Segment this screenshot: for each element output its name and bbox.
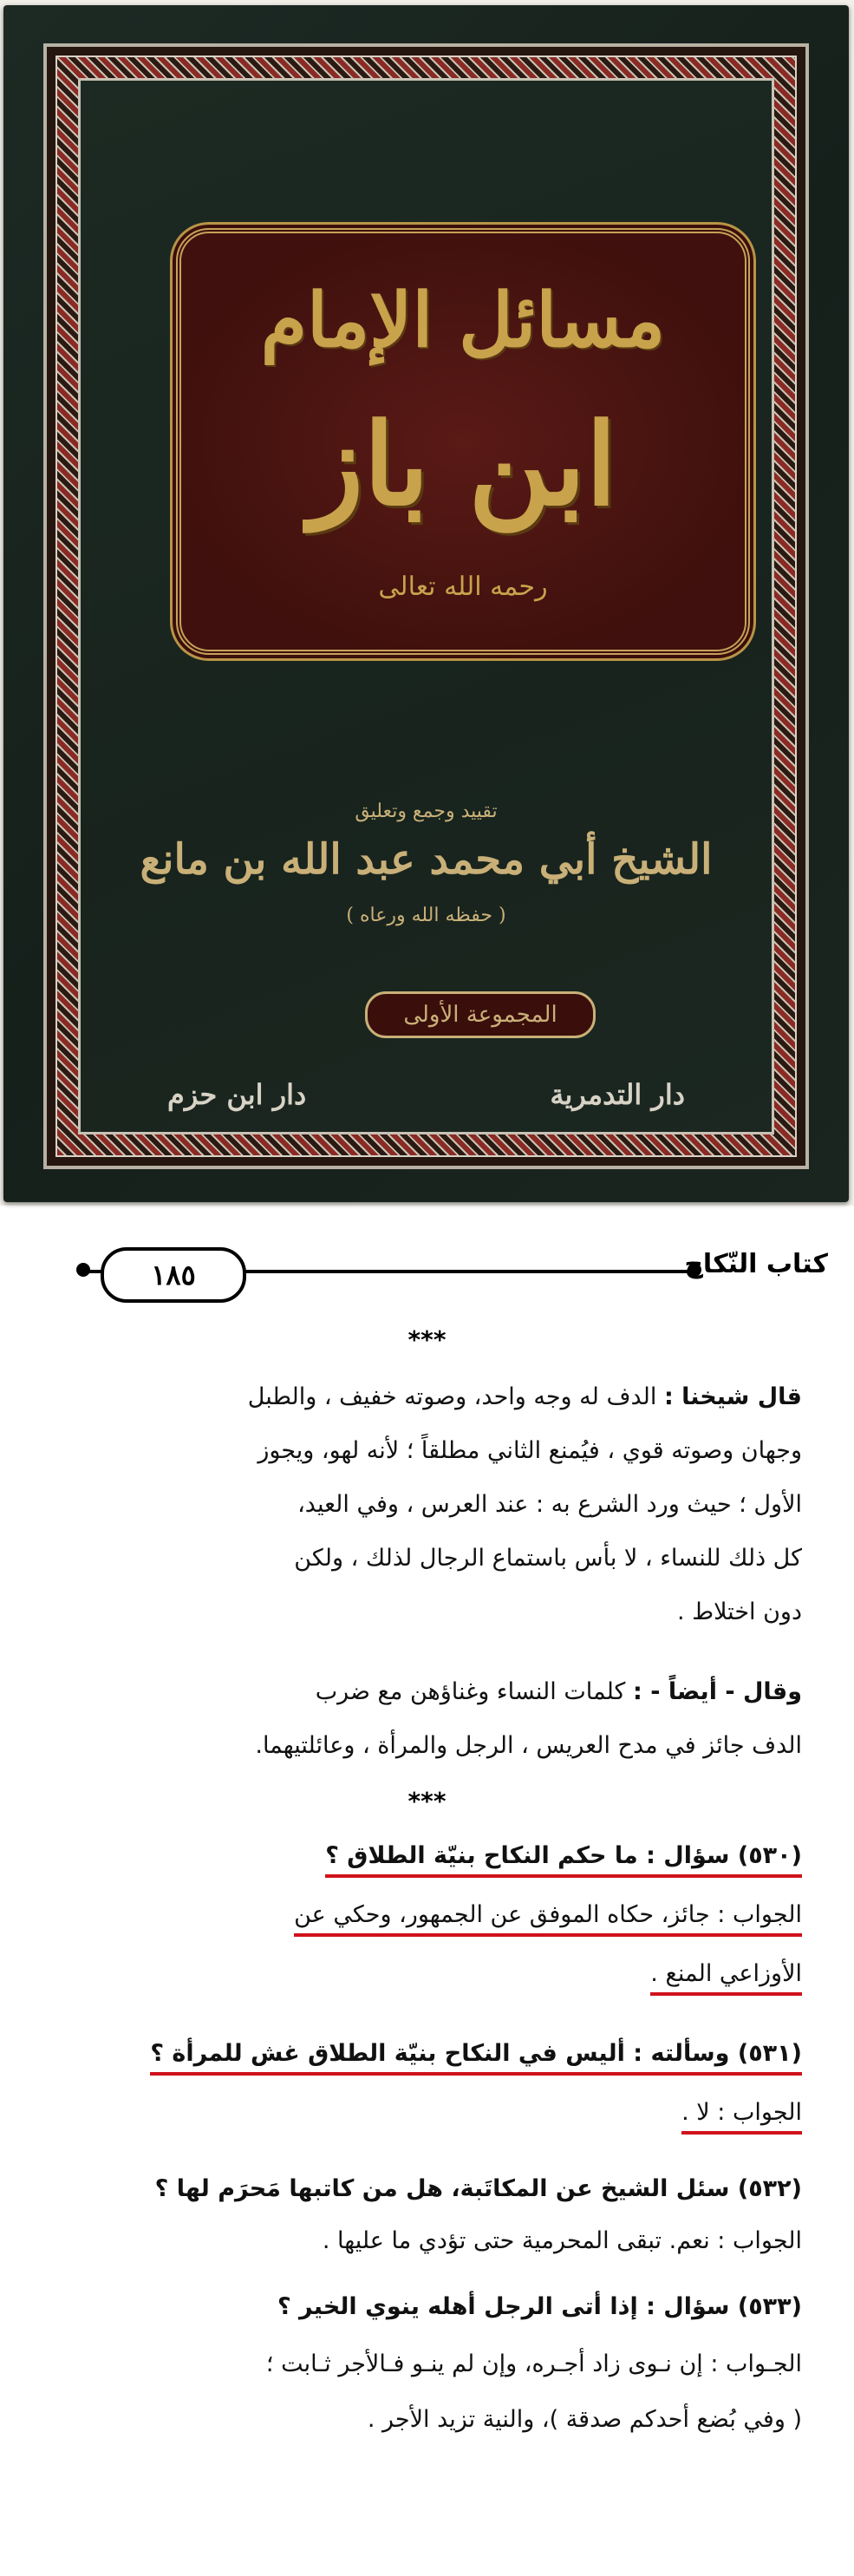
cover-board (3, 5, 849, 1202)
page-number: ١٨٥ (101, 1247, 246, 1303)
book-cover (0, 0, 854, 1206)
separator-top: *** (407, 1325, 447, 1354)
answer-text: الجـواب : إن نـوى زاد أجـره، وإن لم ينـو فـالأجر ثـابت ؛ (265, 2350, 802, 2377)
header-dot-left (76, 1263, 90, 1277)
question-530 (43, 1839, 802, 1991)
answer-text: الجواب : جائز، حكاه الموفق عن الجمهور، وحكي عن (294, 1901, 802, 1937)
para2-line: كلمات النساء وغناؤهن مع ضرب (315, 1678, 626, 1705)
para1-line: كل ذلك للنساء ، لا بأس باستماع الرجال لذلك ، ولكن (294, 1545, 802, 1572)
author-name: الشيخ أبي محمد عبد الله بن مانع (140, 835, 713, 884)
volume-badge: المجموعة الأولى (365, 991, 596, 1038)
para2-line: الدف جائز في مدح العريس ، الرجل والمرأة ، وعائلتيهما. (255, 1732, 802, 1759)
title-panel (176, 228, 750, 655)
question-text: (٥٣١) وسألته : أليس في النكاح بنيّة الطلاق غش للمرأة ؟ (150, 2040, 802, 2076)
question-text: (٥٣٠) سؤال : ما حكم النكاح بنيّة الطلاق ؟ (325, 1842, 802, 1878)
answer-text: الجواب : لا . (681, 2099, 802, 2135)
publisher-left: دار ابن حزم (167, 1078, 307, 1111)
book-title-line2: ابن باز (309, 398, 617, 531)
paragraph-1 (43, 1370, 802, 1639)
answer-text: الأوزاعي المنع . (650, 1960, 802, 1996)
para1-line: دون اختلاط . (676, 1599, 802, 1625)
cover-inner-field (78, 78, 774, 1134)
credit-text: تقييد وجمع وتعليق (355, 801, 498, 822)
para1-speaker: قال شيخنا : (663, 1383, 802, 1410)
para1-line: الأول ؛ حيث ورد الشرع به : عند العرس ، وفي العيد، (297, 1491, 802, 1518)
para1-line: الدف له وجه واحد، وصوته خفيف ، والطبل (247, 1383, 657, 1410)
title-blessing: رحمه الله تعالى (378, 572, 548, 602)
book-title-line1: مسائل الإمام (260, 277, 666, 364)
question-533 (43, 2290, 802, 2437)
book-page (0, 1214, 854, 2576)
page-header (26, 1240, 828, 1301)
para2-speaker: وقال - أيضاً - : (633, 1678, 802, 1705)
chapter-title: كتاب النّكاح (684, 1249, 828, 1279)
para1-line: وجهان وصوته قوي ، فيُمنع الثاني مطلقاً ؛ لأنه لهو، ويجوز (258, 1437, 802, 1464)
paragraph-2 (43, 1665, 802, 1773)
answer-text: ( وفي بُضع أحدكم صدقة )، والنية تزيد الأجر . (367, 2406, 802, 2433)
separator-middle: *** (407, 1787, 447, 1815)
answer-text: الجواب : نعم. تبقى المحرمية حتى تؤدي ما عليها . (322, 2227, 802, 2254)
author-prayer: ( حفظه الله ورعاه ) (346, 905, 506, 926)
question-text: (٥٣٣) سؤال : إذا أتى الرجل أهله ينوي الخير ؟ (277, 2293, 802, 2320)
cover-frame (43, 43, 809, 1169)
question-532 (43, 2172, 802, 2259)
publisher-right: دار التدمرية (550, 1078, 685, 1111)
question-531 (43, 2037, 802, 2130)
question-text: (٥٣٢) سئل الشيخ عن المكاتَبة، هل من كاتبها مَحرَم لها ؟ (154, 2175, 802, 2202)
